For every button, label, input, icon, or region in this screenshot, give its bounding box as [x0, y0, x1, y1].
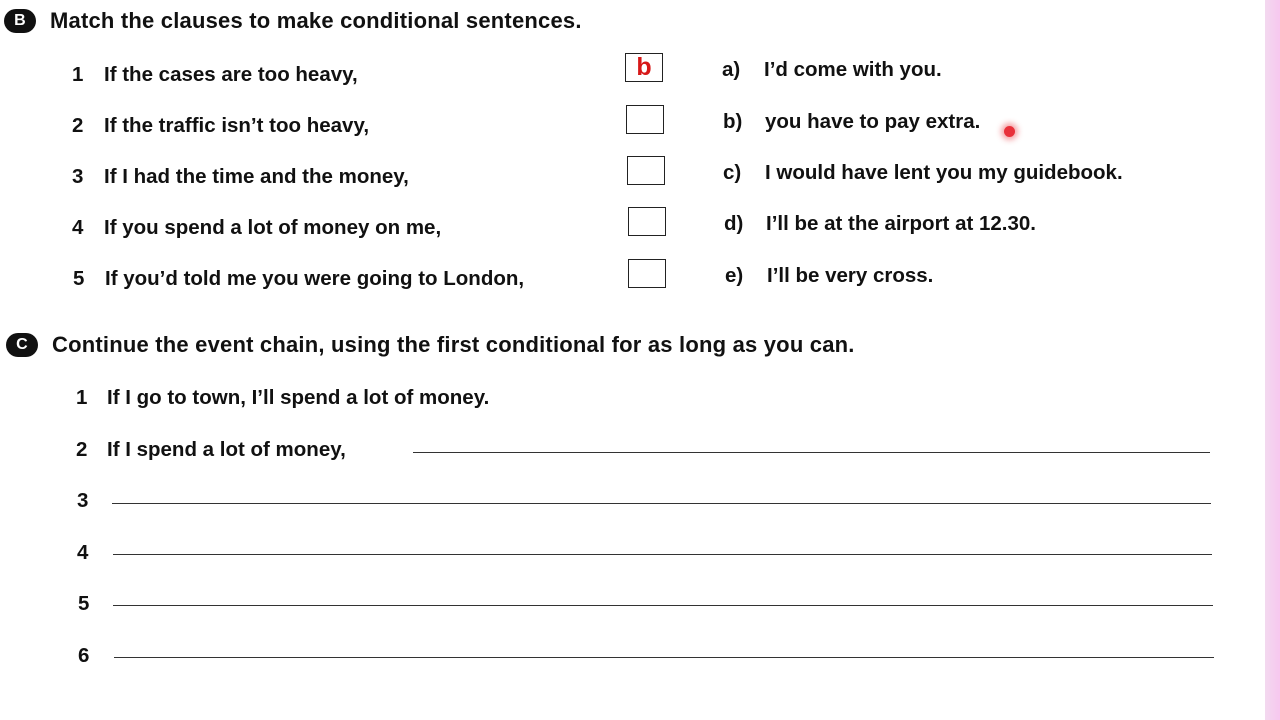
answer-box-1[interactable]: b — [625, 53, 663, 82]
chain-row-2 — [76, 438, 346, 462]
clause-row-4 — [72, 216, 441, 240]
clause-text: If the cases are too heavy, — [104, 63, 358, 86]
clause-row-2 — [72, 114, 369, 138]
answer-box-3[interactable] — [627, 156, 665, 185]
clause-text: If you’d told me you were going to London, — [105, 267, 525, 290]
answer-line-5[interactable] — [113, 605, 1213, 606]
option-letter: b) — [723, 110, 743, 133]
option-letter: d) — [724, 212, 744, 235]
option-letter: e) — [725, 264, 744, 287]
chain-number: 6 — [78, 644, 90, 667]
option-text: you have to pay extra. — [765, 110, 981, 133]
pointer-cursor-icon — [1004, 126, 1015, 137]
clause-row-3 — [72, 165, 409, 189]
section-b-heading — [4, 8, 582, 34]
chain-row-3 — [77, 489, 108, 513]
answer-line-6[interactable] — [114, 657, 1214, 658]
chain-text: If I go to town, I’ll spend a lot of money. — [107, 386, 490, 409]
section-c-heading — [6, 332, 855, 358]
answer-box-2[interactable] — [626, 105, 664, 134]
option-text: I’ll be very cross. — [767, 264, 934, 287]
clause-text: If I had the time and the money, — [104, 165, 409, 188]
answer-box-5[interactable] — [628, 259, 666, 288]
section-c-badge: C — [6, 333, 38, 357]
option-text: I’d come with you. — [764, 58, 942, 81]
answer-line-2[interactable] — [413, 452, 1210, 453]
chain-number: 3 — [77, 489, 89, 512]
clause-text: If you spend a lot of money on me, — [104, 216, 442, 239]
chain-row-5 — [78, 592, 109, 616]
answer-line-4[interactable] — [113, 554, 1212, 555]
section-b-badge: B — [4, 9, 36, 33]
clause-row-5 — [73, 267, 524, 291]
chain-row-4 — [77, 541, 108, 565]
clause-number: 3 — [72, 165, 84, 188]
page-edge-strip — [1265, 0, 1280, 720]
chain-number: 4 — [77, 541, 89, 564]
option-text: I would have lent you my guidebook. — [765, 161, 1123, 184]
answer-box-4[interactable] — [628, 207, 666, 236]
section-c-instruction: Continue the event chain, using the first conditional for as long as you can. — [52, 332, 855, 357]
clause-number: 1 — [72, 63, 84, 86]
section-b-instruction: Match the clauses to make conditional sentences. — [50, 8, 582, 33]
clause-text: If the traffic isn’t too heavy, — [104, 114, 370, 137]
clause-number: 5 — [73, 267, 85, 290]
chain-text: If I spend a lot of money, — [107, 438, 346, 461]
option-letter: a) — [722, 58, 741, 81]
option-c — [723, 161, 1123, 185]
clause-row-1 — [72, 63, 358, 87]
option-letter: c) — [723, 161, 742, 184]
option-e — [725, 264, 933, 288]
option-b — [723, 110, 980, 134]
chain-number: 1 — [76, 386, 88, 409]
answer-line-3[interactable] — [112, 503, 1211, 504]
option-a — [722, 58, 942, 82]
chain-number: 5 — [78, 592, 90, 615]
chain-row-1 — [76, 386, 489, 410]
clause-number: 2 — [72, 114, 84, 137]
chain-row-6 — [78, 644, 109, 668]
option-d — [724, 212, 1036, 236]
clause-number: 4 — [72, 216, 84, 239]
chain-number: 2 — [76, 438, 88, 461]
option-text: I’ll be at the airport at 12.30. — [766, 212, 1037, 235]
